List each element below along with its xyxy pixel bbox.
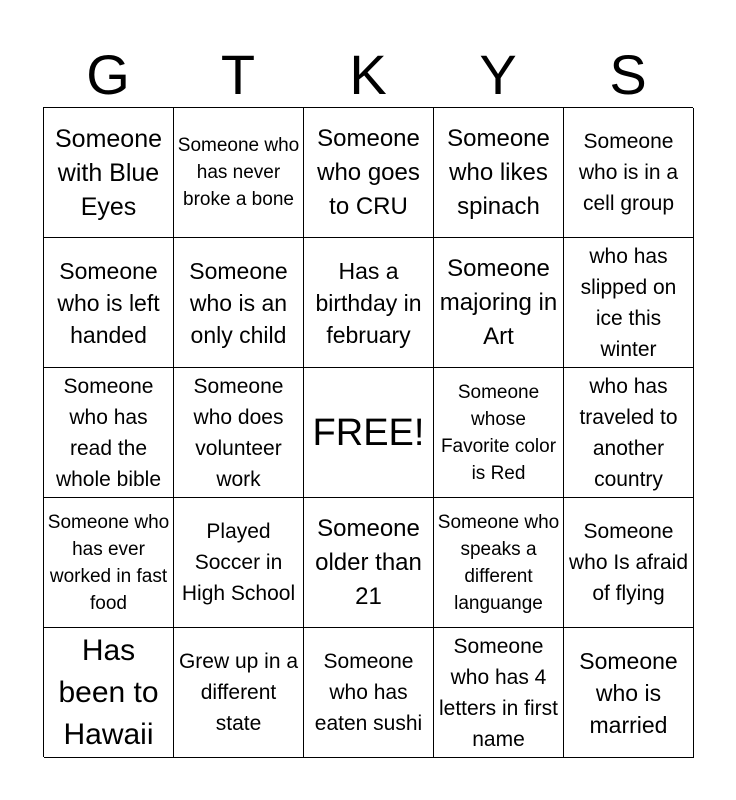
cell-text: Someone majoring in Art <box>439 254 558 350</box>
cell-text: Someone who has ever worked in fast food <box>47 511 170 614</box>
cell-text: Someone who likes spinach <box>447 124 550 220</box>
bingo-cell-r3c1[interactable] <box>44 368 174 498</box>
bingo-cell-r3c2[interactable] <box>174 368 304 498</box>
header-letter-k: K <box>349 43 387 106</box>
bingo-cell-free[interactable] <box>304 368 434 498</box>
bingo-cell-r5c2[interactable] <box>174 628 304 758</box>
header-letter-g: G <box>86 43 130 106</box>
bingo-cell-r4c2[interactable] <box>174 498 304 628</box>
bingo-board <box>43 107 693 757</box>
cell-text: Someone who is an only child <box>189 257 288 348</box>
bingo-cell-r3c5[interactable] <box>564 368 694 498</box>
bingo-cell-r2c2[interactable] <box>174 238 304 368</box>
bingo-cell-r4c1[interactable] <box>44 498 174 628</box>
cell-text: Has a birthday in february <box>315 257 422 348</box>
cell-text: Someone who has eaten sushi <box>314 650 423 735</box>
bingo-cell-r1c1[interactable] <box>44 108 174 238</box>
cell-text: Someone whose Favorite color is Red <box>440 381 557 484</box>
header-letter-t: T <box>220 43 256 106</box>
bingo-cell-r4c4[interactable] <box>434 498 564 628</box>
bingo-header <box>43 40 693 110</box>
bingo-cell-r4c5[interactable] <box>564 498 694 628</box>
cell-text: Grew up in a different state <box>178 650 299 735</box>
bingo-cell-r1c4[interactable] <box>434 108 564 238</box>
cell-text: Someone who speaks a different languange <box>437 511 560 614</box>
cell-text: Someone who is in a cell group <box>578 130 679 215</box>
header-letter-s: S <box>609 43 647 106</box>
cell-text: Someone who has read the whole bible <box>55 374 162 491</box>
bingo-cell-r1c5[interactable] <box>564 108 694 238</box>
bingo-cell-r5c4[interactable] <box>434 628 564 758</box>
header-letter-y: Y <box>479 43 517 106</box>
bingo-cell-r5c3[interactable] <box>304 628 434 758</box>
bingo-cell-r2c4[interactable] <box>434 238 564 368</box>
cell-text: Someone who has 4 letters in first name <box>438 634 559 751</box>
cell-text: Someone who has never broke a bone <box>177 135 300 210</box>
bingo-cell-r3c4[interactable] <box>434 368 564 498</box>
cell-text: Someone with Blue Eyes <box>54 124 163 221</box>
cell-text: Someone who does volunteer work <box>193 374 284 491</box>
bingo-cell-r2c3[interactable] <box>304 238 434 368</box>
bingo-cell-r4c3[interactable] <box>304 498 434 628</box>
cell-text: Played Soccer in High School <box>181 520 296 605</box>
cell-text: Someone who Is afraid of flying <box>568 520 689 605</box>
cell-text: Someone who goes to CRU <box>317 124 420 220</box>
bingo-cell-r5c1[interactable] <box>44 628 174 758</box>
bingo-cell-r1c3[interactable] <box>304 108 434 238</box>
cell-text: Someone older than 21 <box>315 514 422 610</box>
bingo-cell-r2c5[interactable] <box>564 238 694 368</box>
cell-text: Has been to Hawaii <box>58 633 159 751</box>
bingo-cell-r5c5[interactable] <box>564 628 694 758</box>
cell-text: who has traveled to another country <box>579 374 678 491</box>
cell-text: Someone who is left handed <box>57 257 160 348</box>
cell-text: FREE! <box>312 411 425 454</box>
cell-text: Someone who is married <box>579 647 678 738</box>
bingo-cell-r1c2[interactable] <box>174 108 304 238</box>
cell-text: who has slipped on ice this winter <box>580 244 677 361</box>
bingo-cell-r2c1[interactable] <box>44 238 174 368</box>
